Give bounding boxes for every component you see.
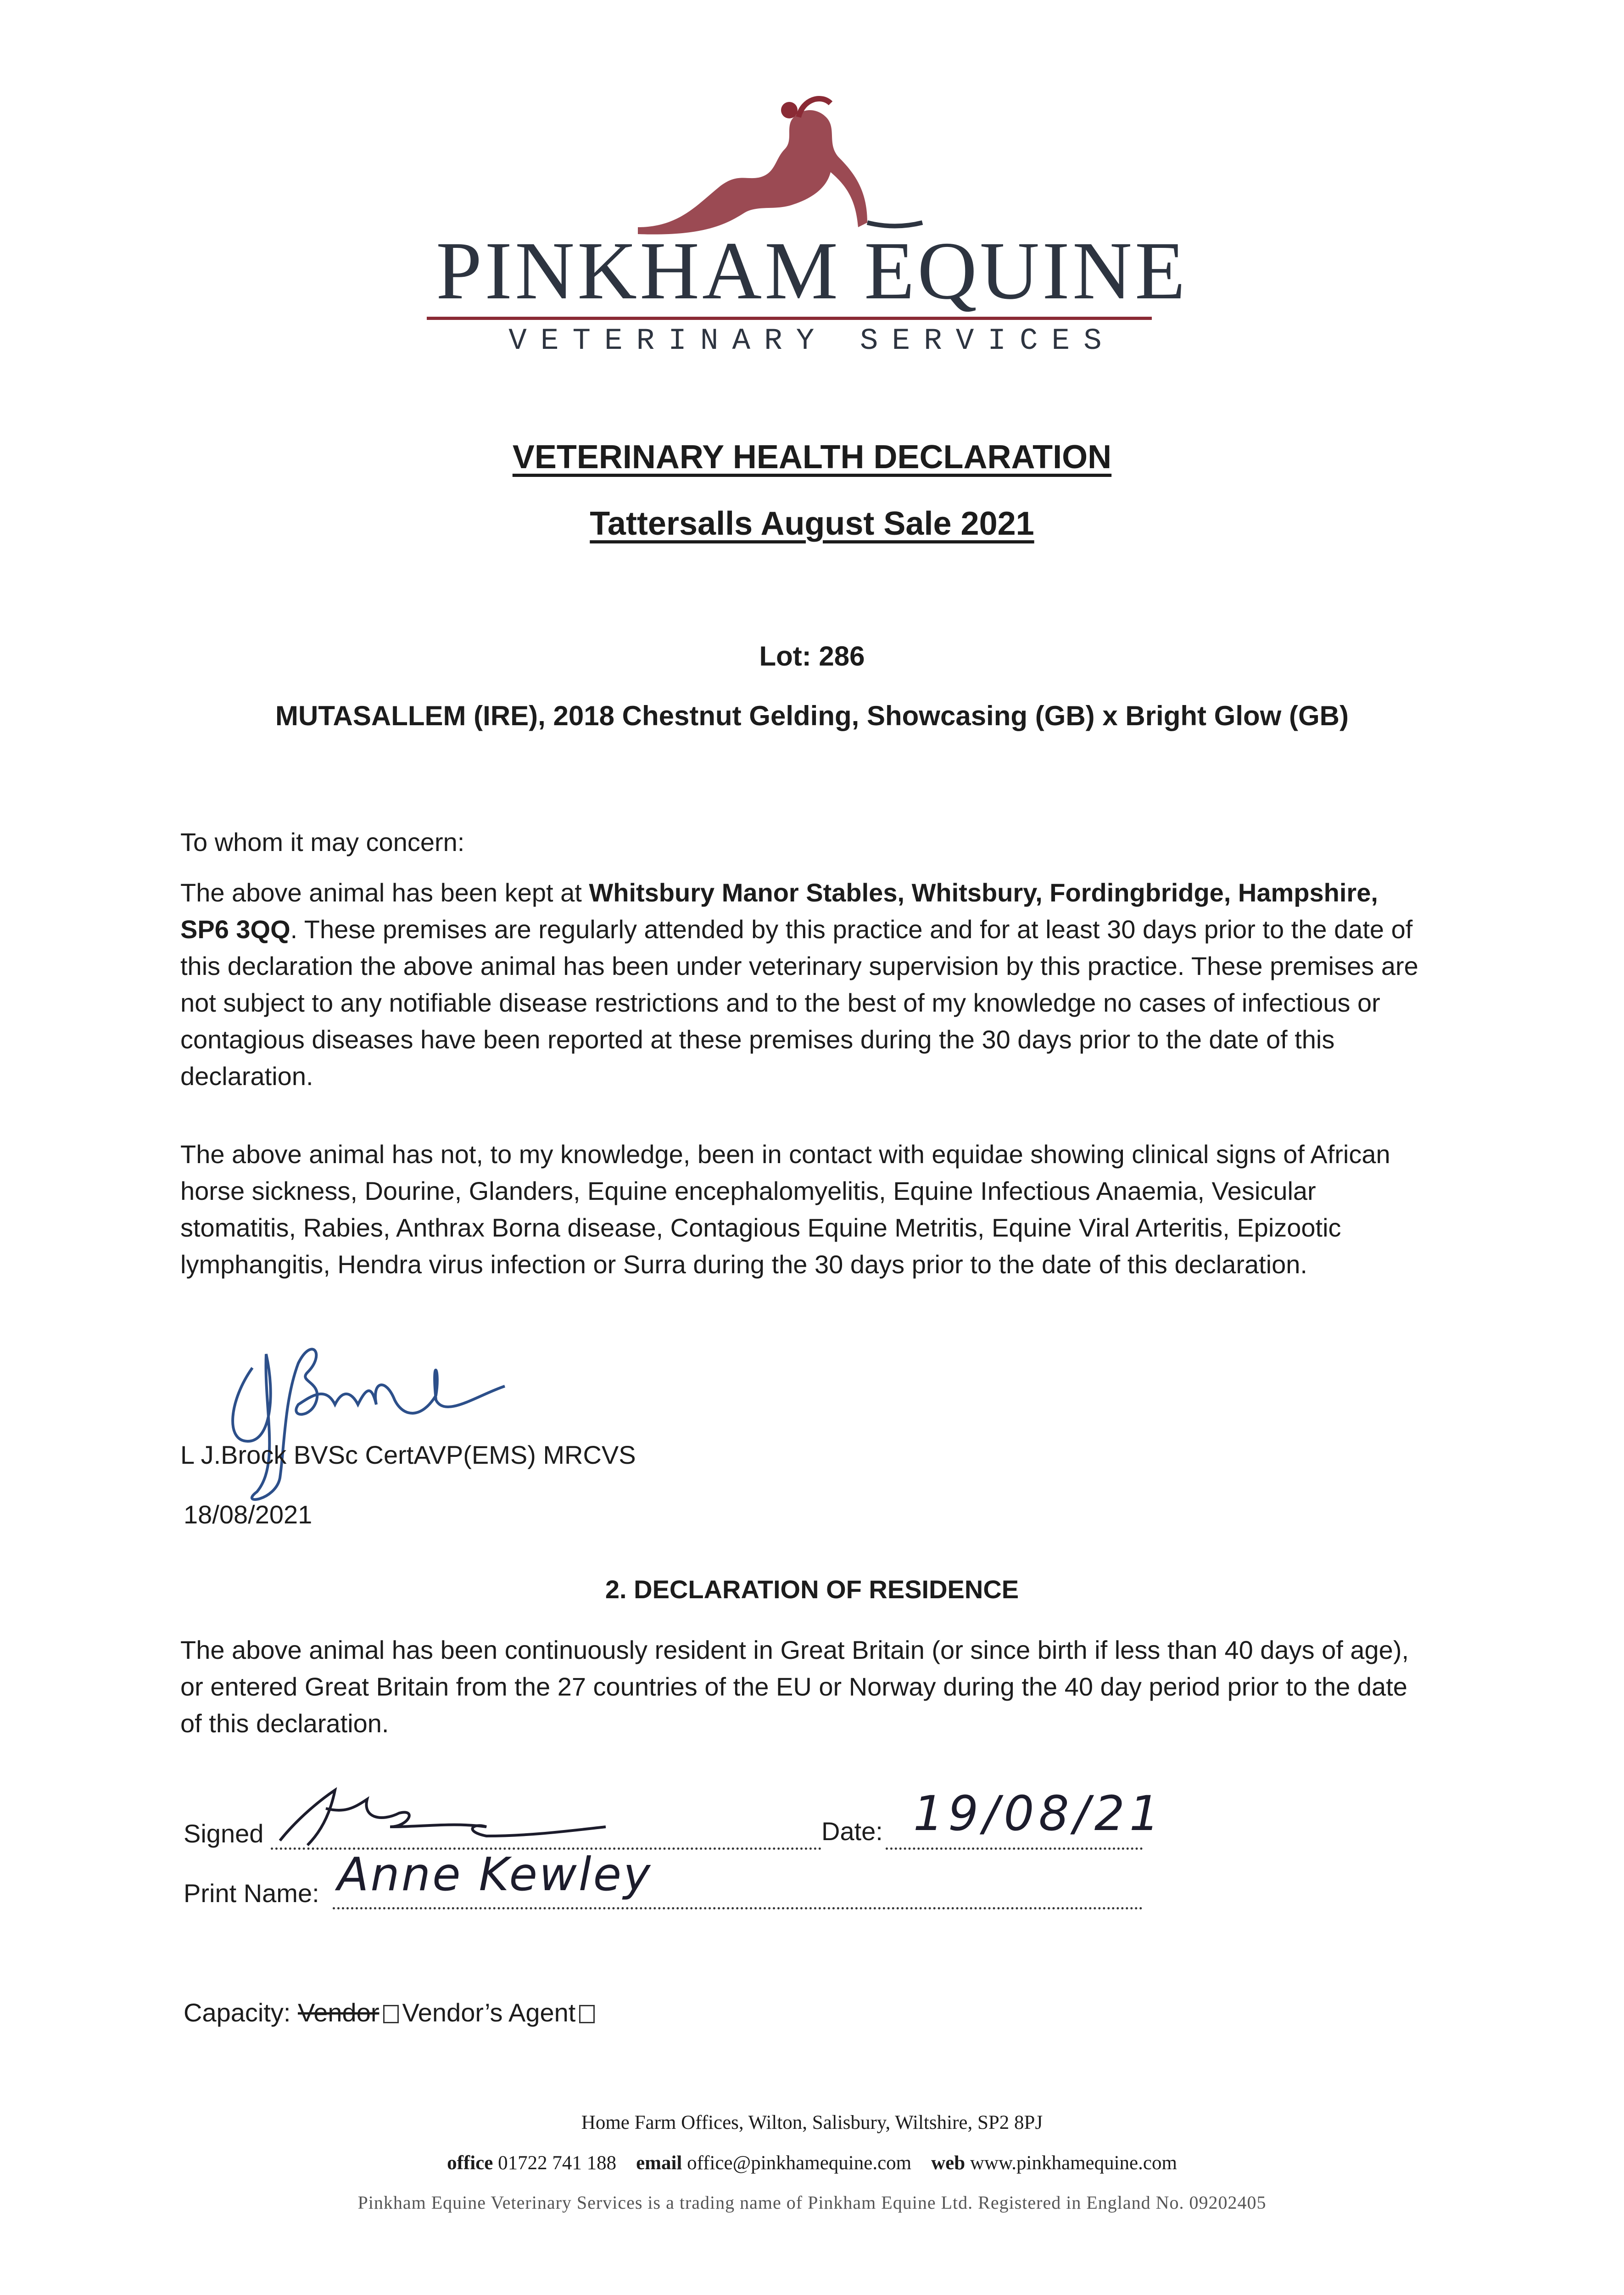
print-name-handwritten: Anne Kewley [337, 1847, 653, 1901]
premises-address: Whitsbury Manor Stables, Whitsbury, Fordingbridge, Hampshire, SP6 3QQ [180, 878, 1378, 944]
capacity-option-agent: Vendor’s Agent [402, 1998, 576, 2027]
footer-legal: Pinkham Equine Veterinary Services is a trading name of Pinkham Equine Ltd. Registered in England No. 09202405 [357, 2192, 1267, 2213]
office-phone: 01722 741 188 [498, 2152, 617, 2174]
signed-label: Signed [184, 1819, 264, 1848]
premises-paragraph [180, 874, 1419, 1095]
premises-paragraph-suffix: . These premises are regularly attended by this practice and for at least 30 days prior to the date of this declaration the above animal has been under veterinary supervision by this practice. These premises are not subject to any notifiable disease restrictions and to the best of my knowledge no cases of infectious or contagious diseases have been reported at these premises during the 30 days prior to the date of this declaration. [180, 915, 1418, 1091]
date-label: Date: [821, 1817, 883, 1846]
web-label: web [931, 2152, 965, 2174]
premises-paragraph-prefix: The above animal has been kept at [180, 878, 589, 907]
salutation: To whom it may concern: [180, 828, 465, 856]
capacity-label: Capacity: [184, 1998, 291, 2027]
vet-name: L J.Brock BVSc CertAVP(EMS) MRCVS [180, 1440, 636, 1469]
print-name-label: Print Name: [184, 1879, 319, 1908]
agent-checkbox[interactable] [579, 2005, 595, 2023]
vendor-signature [271, 1781, 629, 1850]
capacity-option-vendor: Vendor [298, 1998, 379, 2027]
contact-paragraph: The above animal has not, to my knowledge, been in contact with equidae showing clinical signs of African horse sickness, Dourine, Glanders, Equine encephalomyelitis, Equine Infectious Anaemia, Vesicular stomatitis, Rabies, Anthrax Borna disease, Contagious Equine Metritis, Equine Viral Arteritis, Epizootic lymphangitis, Hendra virus infection or Surra during the 30 days prior to the date of this declaration. [180, 1140, 1390, 1279]
capacity-row [184, 1997, 598, 2029]
footer-contacts [0, 2152, 1624, 2174]
footer-address: Home Farm Offices, Wilton, Salisbury, Wiltshire, SP2 8PJ [581, 2112, 1043, 2133]
email-address[interactable]: office@pinkhamequine.com [687, 2152, 912, 2174]
residence-text: The above animal has been continuously resident in Great Britain (or since birth if less than 40 days of age), or entered Great Britain from the 27 countries of the EU or Norway during the 40 day period prior to the date of this declaration. [180, 1635, 1409, 1738]
email-label: email [636, 2152, 682, 2174]
lot-number: Lot: 286 [759, 641, 865, 672]
website-link[interactable]: www.pinkhamequine.com [970, 2152, 1177, 2174]
vet-date: 18/08/2021 [184, 1500, 313, 1529]
horse-details: MUTASALLEM (IRE), 2018 Chestnut Gelding, Showcasing (GB) x Bright Glow (GB) [275, 700, 1349, 731]
brand-name: PINKHAM EQUINE [436, 225, 1188, 316]
office-label: office [447, 2152, 493, 2174]
horse-rider-logo-icon [610, 90, 932, 241]
vet-signature [220, 1327, 514, 1506]
brand-divider [427, 317, 1152, 320]
residence-heading: 2. DECLARATION OF RESIDENCE [605, 1575, 1019, 1604]
document-subtitle: Tattersalls August Sale 2021 [590, 505, 1034, 542]
document-title: VETERINARY HEALTH DECLARATION [512, 439, 1112, 476]
date-handwritten: 19/08/21 [913, 1786, 1165, 1842]
brand-subtitle: VETERINARY SERVICES [508, 324, 1116, 358]
vendor-checkbox[interactable] [383, 2005, 399, 2023]
